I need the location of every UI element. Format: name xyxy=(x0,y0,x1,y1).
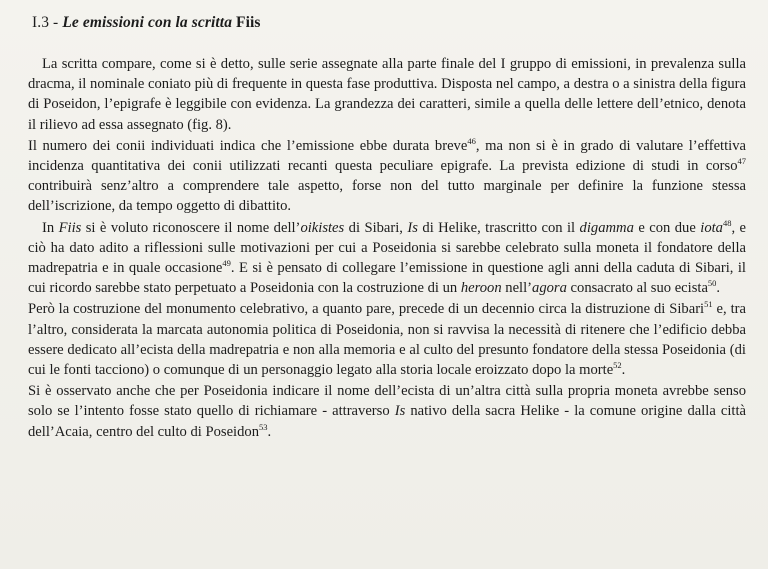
italic-term: Is xyxy=(394,403,406,420)
italic-term: heroon xyxy=(460,280,502,297)
footnote-ref: 48 xyxy=(722,217,732,228)
text-run: Il numero dei conii individuati indica che l’emissione ebbe durata breve xyxy=(28,137,468,154)
italic-term: Is xyxy=(407,219,418,236)
text-run: nativo della sacra Helike - la comune origine dalla città dell’Acaia, centro del culto di Poseidon xyxy=(28,403,746,440)
footnote-ref: 46 xyxy=(467,135,476,146)
text-run: di Sibari, xyxy=(344,219,408,236)
paragraph-1 xyxy=(28,54,746,135)
paragraph-5 xyxy=(28,381,746,442)
text-run: nell’ xyxy=(501,280,533,297)
italic-term: iota xyxy=(700,219,723,236)
text-run: e, tra l’altro, considerata la marcata autonomia politica di Poseidonia, non si ravvisa la necessità di ritenere che l’edificio debba essere dedicato all’ecista della madrepatria e non alla memoria e al culto del presunto fondatore della stessa Poseidonia (di cui le fonti tacciono) o comunque di un personaggio legato alla storia locale eroizzato dopo la morte xyxy=(28,301,746,379)
text-run: di Helike, trascritto con il xyxy=(417,219,580,236)
text-run: . xyxy=(716,280,721,297)
text-run: . E si è pensato di collegare l’emissione in questione agli anni della caduta di Sibari, il cui ricordo sarebbe stato perpetuato a Poseidonia con la costruzione di un xyxy=(28,260,746,297)
section-heading xyxy=(32,14,746,32)
text-run: contribuirà senz’altro a comprendere tale aspetto, forse non del tutto marginale per definire la funzione stessa dell’iscrizione, da tempo oggetto di dibattito. xyxy=(28,178,746,215)
text-run: Si è osservato anche che per Poseidonia indicare il nome dell’ecista di un’altra città sulla propria moneta avrebbe senso solo se l’intento fosse stato quello di richiamare - attraverso xyxy=(28,383,746,420)
text-run: In xyxy=(42,219,59,236)
text-run: , e ciò ha dato adito a riflessioni sulle motivazioni per cui a Poseidonia si sarebbe celebrato sulla moneta il fondatore della madrepatria e in quale occasione xyxy=(28,219,747,277)
footnote-ref: 52 xyxy=(613,360,622,371)
body-text xyxy=(28,54,746,442)
section-number: I.3 - xyxy=(32,14,63,31)
italic-term: oikistes xyxy=(300,219,345,236)
text-run: , ma non si è in grado di valutare l’effettiva incidenza quantitativa dei conii utilizzati recanti questa peculiare epigrafe. La prevista edizione di studi in corso xyxy=(28,137,746,175)
text-run: e con due xyxy=(633,219,701,236)
text-run: La scritta compare, come si è detto, sulle serie assegnate alla parte finale del I gruppo di emissioni, in prevalenza sulla dracma, il nominale coniato più di frequente in questa fase produttiva. Disposta nel campo, a destra o a sinistra della figura di Poseidon, l’epigrafe è leggibile con evidenza. La grandezza dei caratteri, simile a quella delle lettere dell’etnico, denota il rilievo ad essa assegnato (fig. 8). xyxy=(28,56,746,133)
paragraph-4 xyxy=(28,299,746,380)
footnote-ref: 49 xyxy=(222,258,231,269)
section-title: Le emissioni con la scritta xyxy=(62,14,233,31)
italic-term: agora xyxy=(532,280,567,297)
italic-term: Fiis xyxy=(58,219,82,236)
text-run: . xyxy=(621,362,626,379)
footnote-ref: 47 xyxy=(737,156,746,167)
text-run: consacrato al suo ecista xyxy=(566,280,708,297)
section-title-rest: Fiis xyxy=(232,14,261,31)
italic-term: digamma xyxy=(579,219,634,236)
text-run: si è voluto riconoscere il nome dell’ xyxy=(81,219,301,236)
text-run: Però la costruzione del monumento celebrativo, a quanto pare, precede di un decennio circa la distruzione di Sibari xyxy=(28,301,705,318)
footnote-ref: 53 xyxy=(259,421,268,432)
text-run: . xyxy=(267,423,272,440)
paragraph-3 xyxy=(28,218,746,299)
paragraph-2 xyxy=(28,136,746,217)
footnote-ref: 51 xyxy=(704,299,713,310)
footnote-ref: 50 xyxy=(707,278,717,289)
